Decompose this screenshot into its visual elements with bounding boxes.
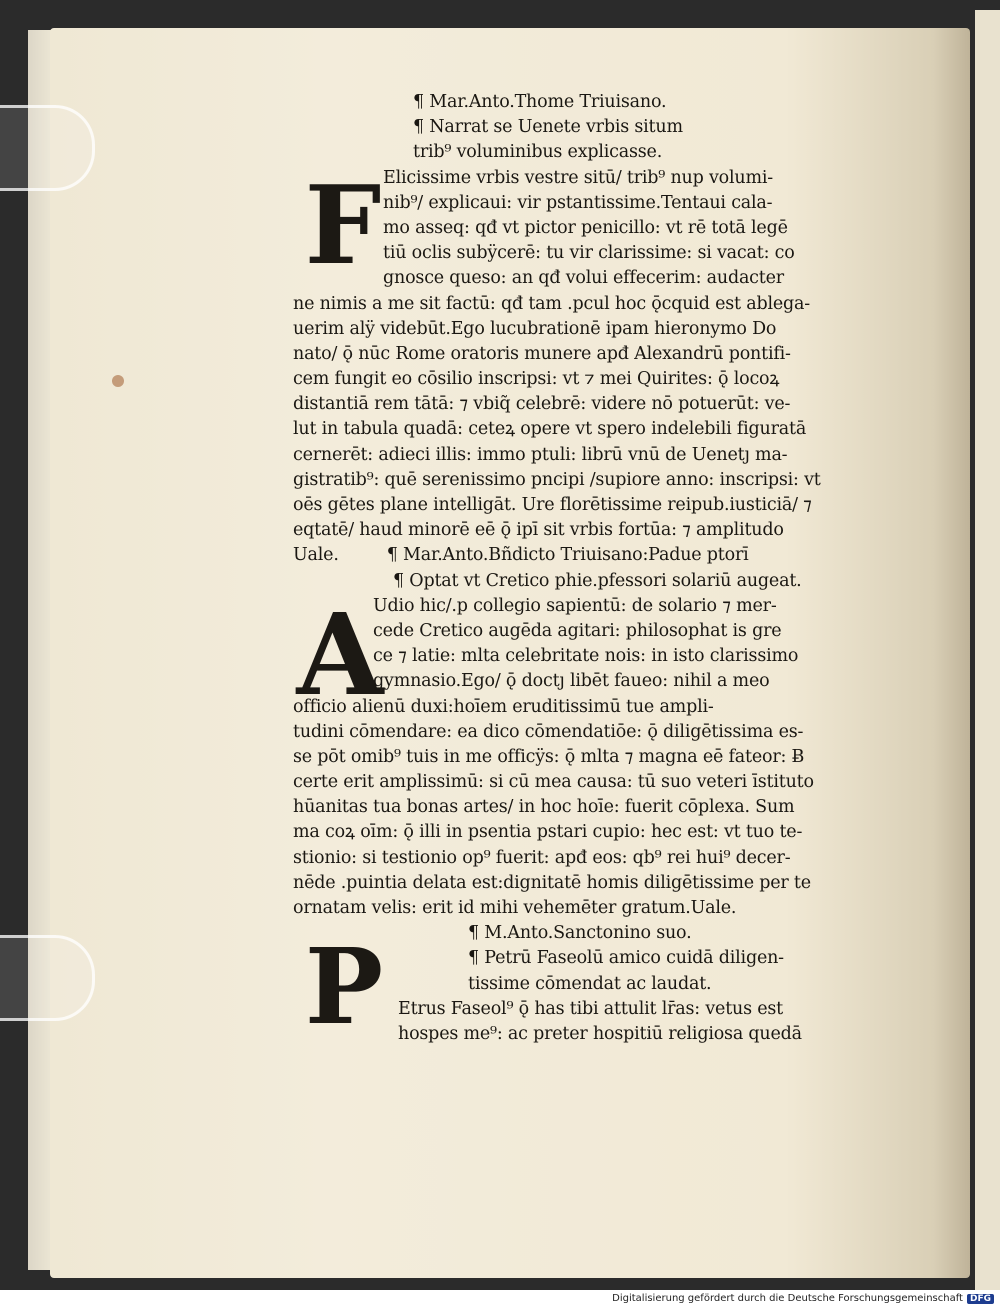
letter-summary: ¶ Optat vt Cretico phie.pfessori solariū augeat. xyxy=(393,570,802,591)
page-clip-bottom xyxy=(0,935,95,1021)
decorated-initial-a: A xyxy=(296,590,384,721)
letter-heading: ¶ M.Anto.Sanctonino suo. xyxy=(468,923,692,944)
letter-summary: ¶ Narrat se Uenete vrbis situm xyxy=(413,117,683,138)
text-line: mo asseq: qđ vt pictor penicillo: vt rē totā legē xyxy=(383,217,788,238)
text-line: gymnasio.Ego/ ǭ doctȷ libēt faueo: nihil a meo xyxy=(373,671,770,692)
text-line: certe erit amplissimū: si cū mea causa: tū suo veteri īstituto xyxy=(293,772,814,793)
text-line xyxy=(293,543,903,568)
text-line: cede Cretico augēda agitari: philosophat is gre xyxy=(373,620,782,641)
text-line: hūanitas tua bonas artes/ in hoc hoīe: fuerit cōplexa. Sum xyxy=(293,797,795,818)
letter-summary: ¶ Petrū Faseolū amico cuidā diligen- xyxy=(468,948,784,969)
text-line: Udio hic/.p collegio sapientū: de solario ⁊ mer- xyxy=(373,595,777,616)
text-line: se pōt omib⁹ tuis in me officÿs: ǭ mlta ⁊ magna eē fateor: Ƀ xyxy=(293,746,805,767)
letter-heading: ¶ Mar.Anto.Bñdicto Triuisano:Padue ptorī xyxy=(386,545,749,566)
text-line: nēde .puintia delata est:dignitatē homis diligētissime per te xyxy=(293,872,811,893)
text-line: officio alienū duxi:hoīem eruditissimū tue ampli- xyxy=(293,696,714,717)
text-line: uerim alÿ videbūt.Ego lucubrationē ipam hieronymo Do xyxy=(293,318,777,339)
text-line: eqtatē/ haud minorē eē ǭ ipī sit vrbis fortūa: ⁊ amplitudo xyxy=(293,520,784,541)
text-line: ma coꝝ oīm: ǭ illi in psentia pstari cupio: hec est: vt tuo te- xyxy=(293,822,803,843)
text-line: ornatam velis: erit id mihi vehemēter gratum.Uale. xyxy=(293,898,737,918)
letter-heading: ¶ Mar.Anto.Thome Triuisano. xyxy=(413,92,667,112)
page-clip-top xyxy=(0,105,95,191)
text-line: distantiā rem tātā: ⁊ vbiq̃ celebrē: videre nō potuerūt: ve- xyxy=(293,394,791,415)
text-line: gnosce queso: an qđ volui effecerim: audacter xyxy=(383,268,784,289)
text-line: gistratib⁹: quē serenissimo pncipi /supiore anno: inscripsi: vt xyxy=(293,469,821,490)
text-line: Etrus Faseol⁹ ǭ has tibi attulit lr̄as: vetus est xyxy=(398,998,784,1019)
text-line: oēs gētes plane intelligāt. Ure florētissime reipub.iusticiā/ ⁊ xyxy=(293,495,812,515)
text-line: nato/ ǭ nūc Rome oratoris munere apđ Alexandrū pontifi- xyxy=(293,343,791,364)
text-line: hospes me⁹: ac preter hospitiū religiosa quedā xyxy=(398,1023,802,1044)
closing-word: Uale. xyxy=(293,545,339,566)
page-text xyxy=(293,90,903,1047)
text-line: cem fungit eo cōsilio inscripsi: vt ⁊ mei Quirites: ǭ locoꝝ xyxy=(293,369,780,390)
decorated-initial-f: F xyxy=(304,163,382,289)
text-line: ne nimis a me sit factū: qđ tam .pcul hoc ǭcquid est ablega- xyxy=(293,293,810,314)
letter-summary: tissime cōmendat ac laudat. xyxy=(468,973,712,994)
decorated-initial-p: P xyxy=(304,925,384,1048)
letter-summary: trib⁹ voluminibus explicasse. xyxy=(413,142,663,163)
text-line: tiū oclis subÿcerē: tu vir clarissime: si vacat: co xyxy=(383,243,795,264)
text-line: lut in tabula quadā: ceteꝝ opere vt spero indelebili figuratā xyxy=(293,419,807,440)
text-line: cernerēt: adieci illis: immo ptuli: librū vnū de Uenetȷ ma- xyxy=(293,444,788,465)
text-line: ce ⁊ latie: mlta celebritate nois: in isto clarissimo xyxy=(373,646,799,667)
text-line: Elicissime vrbis vestre sitū/ trib⁹ nup volumi- xyxy=(383,167,773,188)
footer-credit: Digitalisierung gefördert durch die Deutsche Forschungsgemeinschaft xyxy=(612,1293,963,1304)
text-line: nib⁹/ explicaui: vir pstantissime.Tentaui cala- xyxy=(383,192,773,213)
text-line: tudini cōmendare: ea dico cōmendatiōe: ǭ diligētissima es- xyxy=(293,721,804,742)
digitization-footer xyxy=(0,1290,1000,1308)
text-line: stionio: si testionio op⁹ fuerit: apđ eos: qb⁹ rei hui⁹ decer- xyxy=(293,847,791,868)
dfg-logo: DFG xyxy=(967,1294,994,1304)
facing-page-edge xyxy=(975,10,1000,1290)
paper-stain xyxy=(112,375,124,387)
